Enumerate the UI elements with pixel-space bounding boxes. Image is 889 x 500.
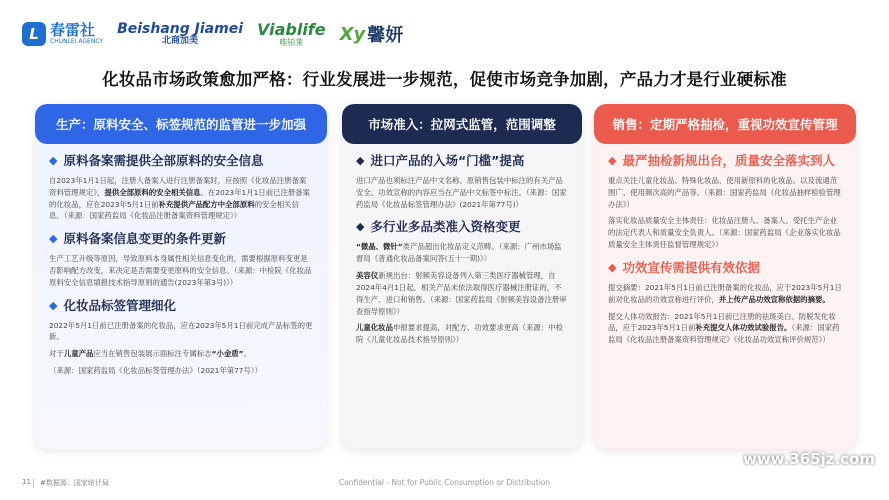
section-heading-text: 功效宣传需提供有效依据 [622,259,760,275]
paragraph-text: 进口产品也须标注产品中文名称。原销售包装中标注的有关产品安全、功效宣称的内容应当在产品中文标签中标注。（来源：国家药监局《化妆品标签管理办法》(2021年第77号)） [356,175,567,209]
paragraph-text: （来源：国家药监局《化妆品标签管理办法》（2021年第77号）） [49,366,262,376]
column-production [35,104,327,449]
xinyan-logo-mark: Xy [339,23,366,45]
section-paragraph [49,175,313,222]
paragraph-text: 自2023年1月1日起，注册人备案人进行注册备案时，应按照《化妆品注册备案资料管理规定》， [49,175,307,197]
paragraph-text: 的安全相关信息。（来源：国家药监局《化妆品注册备案资料管理规定》） [49,199,299,221]
policy-section [35,153,327,222]
section-heading-text: 进口产品的入场“门槛”提高 [370,153,525,168]
diamond-bullet-icon: ◆ [608,154,617,167]
xinyan-logo [340,21,404,47]
footer-source: #数据源：国家统计局 [40,479,109,487]
column-header: 生产：原料安全、标签规范的监管进一步加强 [35,104,327,144]
watermark: www.365jz.com [742,450,875,468]
paragraph-text: 新规出台：射频美容设备列入第三类医疗器械管理，自2024年4月1日起，相关产品未依法取得医疗器械注册证的，不得生产、进口和销售。（来源：国家药监局《射频美容设备注册审查指导原则》） [356,270,567,316]
diamond-bullet-icon: ◆ [356,220,365,234]
confidential-note: Confidential - Not for Public Consumption or Distribution [338,478,551,487]
section-heading-text: 多行业多品类准入资格变更 [370,219,521,235]
section-heading [608,153,842,170]
xinyan-logo-name: 馨妍 [367,25,404,46]
column-header: 销售：定期严格抽检，重视功效宣传管理 [594,104,856,144]
section-heading-text: 原料备案信息变更的条件更新 [63,231,226,247]
paragraph-text: 申报要求提高，对配方、功效要求更高（来源：中检院《儿童化妆品技术指导原则》） [356,323,563,345]
section-paragraph [608,311,842,347]
policy-section [342,153,582,210]
policy-section [35,298,327,377]
diamond-bullet-icon: ◆ [49,298,58,312]
section-paragraph [49,365,313,377]
paragraph-text: 对于 [49,349,64,359]
diamond-bullet-icon: ◆ [608,260,617,274]
column-market-access [342,104,582,449]
policy-section [35,231,327,288]
paragraph-text: 提交人体功效报告：2021年5月1日前已注册的祛斑美白、防脱发化妆品，应于2023年5月1日前 [608,311,836,333]
section-heading-text: 最严抽检新规出台，质量安全落实到人 [622,153,835,168]
diamond-bullet-icon: ◆ [49,232,58,246]
section-paragraph [608,175,842,211]
section-paragraph [356,241,568,265]
beishang-logo [117,22,243,46]
section-paragraph [356,322,568,346]
emphasis-text: 并上传产品功效宣称依据的摘要。 [718,294,830,304]
section-heading-text: 原料备案需提供全部原料的安全信息 [63,153,264,168]
chunlei-logo-sub: CHUNLEI AGENCY [50,38,104,45]
paragraph-text: 2022年5月1日前已注册备案的化妆品，应在2023年5月1日前完成产品标签的更新。 [49,320,313,342]
section-paragraph [608,282,842,306]
paragraph-text: 。 [243,349,251,359]
paragraph-text: 。在2023年1月1日前已注册备案的化妆品，应在2023年5月1日前 [49,187,311,209]
paragraph-text: 落实化妆品质量安全主体责任：化妆品注册人、备案人、受托生产企业的法定代表人和质量安全负责人。（来源：国家药监局《企业落实化妆品质量安全主体责任监督管理规定》） [608,216,841,250]
section-paragraph [356,270,568,317]
paragraph-text: 应当在销售包装展示面标注专属标志 [93,349,212,359]
section-heading [608,260,842,277]
column-sales [594,104,856,449]
emphasis-text: “小金盾” [211,349,244,359]
diamond-bullet-icon: ◆ [49,154,58,167]
policy-section [594,153,856,251]
paragraph-text: 提交摘要：2021年5月1日前已注册备案的化妆品，应于2023年5月1日前对化妆品的功效宣称进行评价， [608,282,842,304]
emphasis-text: 儿童产品 [63,349,94,359]
viablife-logo-name: Viablife [257,19,326,39]
emphasis-text: 补充提供产品配方中全部原料 [158,199,255,209]
section-heading [49,153,313,170]
section-heading-text: 化妆品标签管理细化 [63,297,176,313]
section-paragraph [49,253,313,289]
section-heading [49,231,313,248]
emphasis-text: “微晶、微针” [356,242,403,252]
section-paragraph [49,348,313,360]
column-header: 市场准入：拉网式监管，范围调整 [342,104,582,144]
section-paragraph [608,215,842,251]
viablife-logo [257,19,326,47]
paragraph-text: 类产品超出化妆品定义范畴。（来源：广州市场监督局《普通化妆品备案问答(五十一期)》） [356,242,562,264]
chunlei-logo [22,22,103,46]
emphasis-text: 补充提交人体功效试验报告。 [695,323,792,333]
page-number: 11 [22,478,31,486]
paragraph-text: 生产工艺升级等原因，导致原料本身属性相关信息变化的，需要根据原料变更是否影响配方改变，来决定是否需要变更原料的安全信息。（来源：中检院《化妆品原料安全信息填报技术指导原则的通告(2023年第3号)》） [49,254,312,287]
chunlei-logo-name: 春雷社 [50,21,96,39]
chunlei-logo-icon: L [22,22,46,46]
beishang-logo-sub: 北商加美 [162,36,199,46]
footer [0,476,889,494]
paragraph-text: 重点关注儿童化妆品、特殊化妆品、使用新原料的化妆品、以及流通范围广、使用频次高的产品等。（来源：国家药监局《化妆品抽样检验管理办法》） [608,175,841,209]
section-heading [49,298,313,315]
diamond-bullet-icon: ◆ [356,154,365,167]
viablife-logo-sub: 唯铂莱 [279,37,304,47]
section-paragraph [49,320,313,344]
paragraph-text: （来源：国家药监局《化妆品注册备案资料管理规定》《化妆品功效宣称评价规范》） [608,323,840,345]
section-paragraph [356,175,568,211]
emphasis-text: 提供全部原料的安全相关信息 [104,187,201,197]
section-heading [356,219,568,236]
beishang-logo-name: Beishang Jiamei [117,21,243,37]
policy-section [594,260,856,346]
slide-title: 化妆品市场政策愈加严格：行业发展进一步规范，促使市场竞争加剧，产品力才是行业硬标准 [102,70,787,89]
policy-section [342,219,582,346]
logo-bar [22,18,403,50]
emphasis-text: 儿童化妆品 [356,323,393,333]
section-heading [356,153,568,170]
emphasis-text: 美容仪 [356,270,379,280]
